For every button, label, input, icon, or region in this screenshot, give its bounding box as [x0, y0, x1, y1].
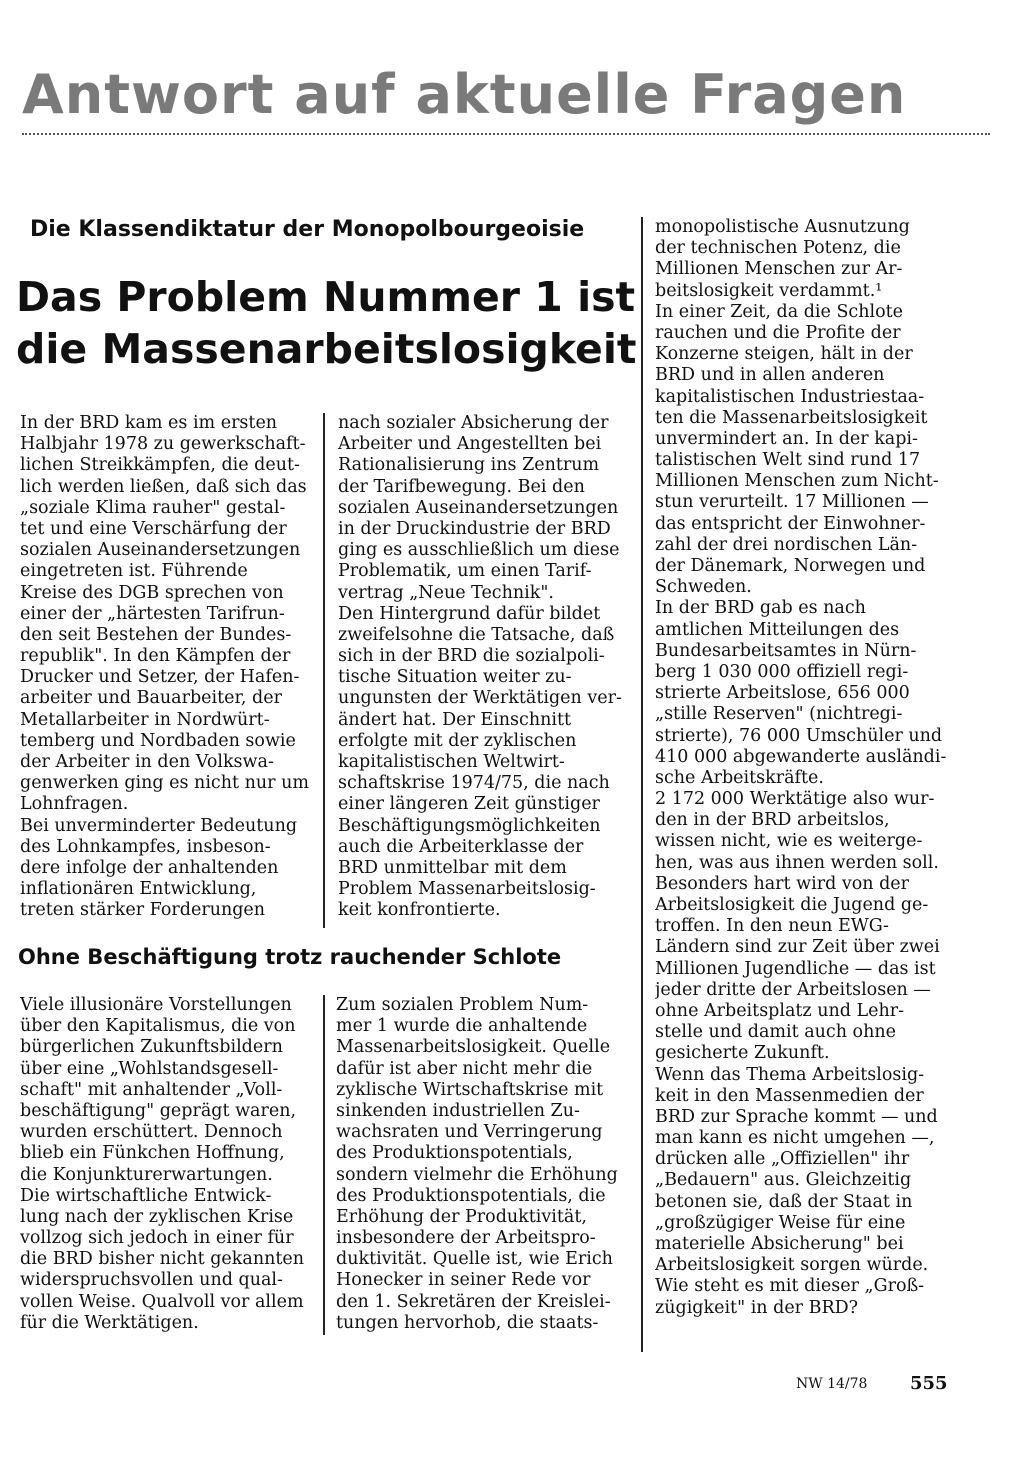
text-line: für die Werktätigen. [20, 1312, 199, 1333]
text-line: inflationären Entwicklung, [20, 879, 257, 900]
text-line: des Lohnkampfes, insbeson- [20, 836, 271, 857]
text-line: tet und eine Verschärfung der [20, 518, 287, 539]
text-line: dere infolge der anhaltenden [20, 857, 279, 878]
text-line: des Produktionspotentials, die [336, 1185, 606, 1206]
text-line: Arbeitslosigkeit sorgen würde. [655, 1255, 929, 1276]
text-line: berg 1 030 000 offiziell regi- [655, 661, 909, 682]
column-divider [641, 217, 643, 1352]
text-line: kapitalistischen Weltwirt- [338, 752, 565, 772]
text-line: Lohnfragen. [20, 794, 129, 815]
text-line: erfolgte mit der zyklischen [338, 730, 577, 751]
text-line: rauchen und die Profite der [655, 322, 901, 343]
text-line: man kann es nicht umgehen —, [655, 1128, 935, 1149]
text-line: Den Hintergrund dafür bildet [338, 603, 601, 624]
text-line: „Bedauern" aus. Gleichzeitig [655, 1170, 912, 1191]
text-line: In der BRD kam es im ersten [20, 413, 278, 433]
text-line: Wie steht es mit dieser „Groß- [655, 1276, 925, 1297]
text-line: blieb ein Fünkchen Hoffnung, [20, 1143, 285, 1164]
text-line: genwerken ging es nicht nur um [20, 773, 309, 794]
text-line: betonen sie, daß der Staat in [655, 1191, 913, 1212]
text-line: Konzerne steigen, hält in der [655, 344, 913, 365]
headline-line: Das Problem Nummer 1 ist [16, 273, 636, 321]
text-line: der Arbeiter in den Volkswa- [20, 752, 274, 772]
text-line: strierte), 76 000 Umschüler und [655, 725, 943, 746]
page-number: 555 [910, 1373, 948, 1394]
text-line: amtlichen Mitteilungen des [655, 619, 900, 640]
text-line: stelle und damit auch ohne [655, 1022, 896, 1043]
text-line: arbeiter und Bauarbeiter, der [20, 688, 282, 709]
text-line: tische Situation weiter zu- [338, 667, 572, 688]
text-line: wissen nicht, wie es weiterge- [655, 831, 923, 852]
text-line: 410 000 abgewanderte ausländi- [655, 746, 947, 767]
text-line: ging es ausschließlich um diese [338, 540, 620, 561]
text-line: Honecker in seiner Rede vor [336, 1270, 591, 1291]
text-line: insbesondere der Arbeitspro- [336, 1228, 596, 1249]
article-headline [16, 271, 637, 375]
text-line: den seit Bestehen der Bundes- [20, 624, 292, 645]
text-line: „großzügiger Weise für eine [655, 1212, 906, 1233]
text-line: Rationalisierung ins Zentrum [338, 455, 600, 476]
text-line: Bundesarbeitsamtes in Nürn- [655, 640, 917, 661]
text-line: Millionen Jugendliche — das ist [655, 958, 936, 979]
text-line: kapitalistischen Industriestaa- [655, 386, 925, 407]
text-line: wurden erschüttert. Dennoch [20, 1122, 283, 1143]
text-line: duktivität. Quelle ist, wie Erich [336, 1249, 613, 1270]
text-line: der technischen Potenz, die [655, 238, 901, 259]
text-line: eingetreten ist. Führende [20, 561, 248, 582]
text-line: sozialen Auseinandersetzungen [20, 540, 301, 561]
text-line: nach sozialer Absicherung der [338, 413, 609, 433]
text-line: Besonders hart wird von der [655, 873, 910, 894]
text-line: ten die Massenarbeitslosigkeit [655, 407, 928, 428]
text-line: über den Kapitalismus, die von [20, 1016, 296, 1037]
section-rubric: Antwort auf aktuelle Fragen [22, 63, 907, 126]
text-line: des Produktionspotentials, [336, 1143, 573, 1164]
column-1-bottom [20, 995, 310, 1334]
text-line: zweifelsohne die Tatsache, daß [338, 624, 615, 645]
text-line: Metallarbeiter in Nordwürt- [20, 709, 270, 730]
text-line: zügigkeit" in der BRD? [655, 1297, 859, 1318]
text-line: zyklische Wirtschaftskrise mit [336, 1079, 604, 1100]
column-3 [655, 217, 951, 1319]
text-line: wachsraten und Verringerung [336, 1122, 603, 1143]
text-line: hen, was aus ihnen werden soll. [655, 852, 939, 873]
text-line: lung nach der zyklischen Krise [20, 1206, 294, 1227]
text-line: republik". In den Kämpfen der [20, 646, 291, 667]
column-2-top [338, 413, 630, 922]
text-line: lichen Streikkämpfen, die deut- [20, 455, 300, 476]
text-line: temberg und Nordbaden sowie [20, 730, 296, 751]
text-line: einer längeren Zeit günstiger [338, 794, 600, 815]
text-line: Millionen Menschen zur Ar- [655, 259, 903, 280]
text-line: einer der „härtesten Tarifrun- [20, 603, 285, 624]
rubric-underline [22, 133, 990, 135]
text-line: bürgerlichen Zukunftsbildern [20, 1037, 283, 1058]
text-line: die Konjunkturerwartungen. [20, 1164, 273, 1185]
text-line: schaft" mit anhaltender „Voll- [20, 1079, 283, 1100]
text-line: sich in der BRD die sozialpoli- [338, 646, 605, 667]
text-line: Schweden. [655, 577, 752, 598]
text-line: vollen Weise. Qualvoll vor allem [20, 1291, 304, 1312]
text-line: materielle Absicherung" bei [655, 1234, 904, 1254]
text-line: beschäftigung" geprägt waren, [20, 1100, 297, 1121]
text-line: strierte Arbeitslose, 656 000 [655, 683, 910, 704]
text-line: ungunsten der Werktätigen ver- [338, 688, 622, 709]
column-divider [323, 413, 325, 928]
text-line: auch die Arbeiterklasse der [338, 836, 584, 857]
column-1-top [20, 413, 310, 922]
text-line: Erhöhung der Produktivität, [336, 1206, 587, 1227]
issue-reference: NW 14/78 [796, 1376, 868, 1392]
text-line: BRD und in allen anderen [655, 365, 885, 386]
text-line: tungen hervorhob, die staats- [336, 1312, 599, 1333]
text-line: keit in den Massenmedien der [655, 1085, 924, 1106]
text-line: Beschäftigungsmöglichkeiten [338, 815, 601, 836]
text-line: Halbjahr 1978 zu gewerkschaft- [20, 434, 306, 455]
text-line: sche Arbeitskräfte. [655, 767, 824, 788]
text-line: Arbeitslosigkeit die Jugend ge- [655, 895, 929, 915]
text-line: Millionen Menschen zum Nicht- [655, 471, 939, 492]
text-line: mer 1 wurde die anhaltende [336, 1016, 588, 1037]
text-line: beitslosigkeit verdammt.¹ [655, 280, 883, 301]
text-line: Die wirtschaftliche Entwick- [20, 1185, 272, 1206]
text-line: jeder dritte der Arbeitslosen — [655, 979, 931, 1000]
text-line: den 1. Sekretären der Kreislei- [336, 1291, 611, 1312]
text-line: vertrag „Neue Technik". [338, 582, 554, 603]
text-line: Problem Massenarbeitslosig- [338, 879, 596, 900]
text-line: Drucker und Setzer, der Hafen- [20, 667, 300, 688]
text-line: Arbeiter und Angestellten bei [338, 434, 602, 455]
column-divider [323, 995, 325, 1335]
text-line: das entspricht der Einwohner- [655, 513, 926, 534]
text-line: sinkenden industriellen Zu- [336, 1100, 580, 1121]
text-line: talistischen Welt sind rund 17 [655, 450, 921, 471]
text-line: schaftskrise 1974/75, die nach [338, 773, 610, 794]
text-line: unvermindert an. In der kapi- [655, 428, 918, 449]
text-line: Bei unverminderter Bedeutung [20, 815, 298, 836]
text-line: BRD unmittelbar mit dem [338, 857, 567, 878]
text-line: sondern vielmehr die Erhöhung [336, 1164, 618, 1185]
text-line: BRD zur Sprache kommt — und [655, 1106, 938, 1127]
text-line: drücken alle „Offiziellen" ihr [655, 1149, 910, 1170]
text-line: Massenarbeitslosigkeit. Quelle [336, 1037, 611, 1058]
text-line: die BRD bisher nicht gekannten [20, 1249, 305, 1270]
text-line: 2 172 000 Werktätige also wur- [655, 789, 935, 810]
text-line: Ländern sind zur Zeit über zwei [655, 937, 940, 958]
text-line: „stille Reserven" (nichtregi- [655, 704, 903, 725]
text-line: ändert hat. Der Einschnitt [338, 709, 572, 730]
text-line: über eine „Wohlstandsgesell- [20, 1058, 279, 1079]
text-line: der Tarifbewegung. Bei den [338, 476, 585, 497]
text-line: Kreise des DGB sprechen von [20, 582, 284, 603]
text-line: Zum sozialen Problem Num- [336, 995, 589, 1015]
text-line: der Dänemark, Norwegen und [655, 556, 926, 576]
article-kicker: Die Klassendiktatur der Monopolbourgeoisie [30, 217, 585, 242]
text-line: ohne Arbeitsplatz und Lehr- [655, 1000, 905, 1021]
text-line: monopolistische Ausnutzung [655, 217, 910, 237]
text-line: Viele illusionäre Vorstellungen [20, 995, 292, 1015]
text-line: sozialen Auseinandersetzungen [338, 497, 619, 518]
text-line: troffen. In den neun EWG- [655, 916, 889, 937]
text-line: dafür ist aber nicht mehr die [336, 1058, 593, 1079]
section-subhead: Ohne Beschäftigung trotz rauchender Schlote [18, 945, 562, 969]
text-line: gesicherte Zukunft. [655, 1043, 830, 1064]
text-line: In einer Zeit, da die Schlote [655, 301, 904, 322]
text-line: in der Druckindustrie der BRD [338, 518, 611, 539]
text-line: stun verurteilt. 17 Millionen — [655, 492, 929, 513]
text-line: Wenn das Thema Arbeitslosig- [655, 1064, 925, 1085]
text-line: treten stärker Forderungen [20, 900, 266, 921]
text-line: vollzog sich jedoch in einer für [20, 1228, 294, 1249]
text-line: In der BRD gab es nach [655, 598, 866, 619]
headline-line: die Massenarbeitslosigkeit [16, 325, 637, 373]
text-line: „soziale Klima rauher" gestal- [20, 497, 286, 518]
column-2-bottom [336, 995, 630, 1334]
text-line: zahl der drei nordischen Län- [655, 534, 918, 555]
text-line: widerspruchsvollen und qual- [20, 1270, 283, 1291]
text-line: lich werden ließen, daß sich das [20, 476, 307, 497]
text-line: den in der BRD arbeitslos, [655, 810, 890, 831]
text-line: Problematik, um einen Tarif- [338, 561, 592, 582]
text-line: keit konfrontierte. [338, 900, 501, 921]
